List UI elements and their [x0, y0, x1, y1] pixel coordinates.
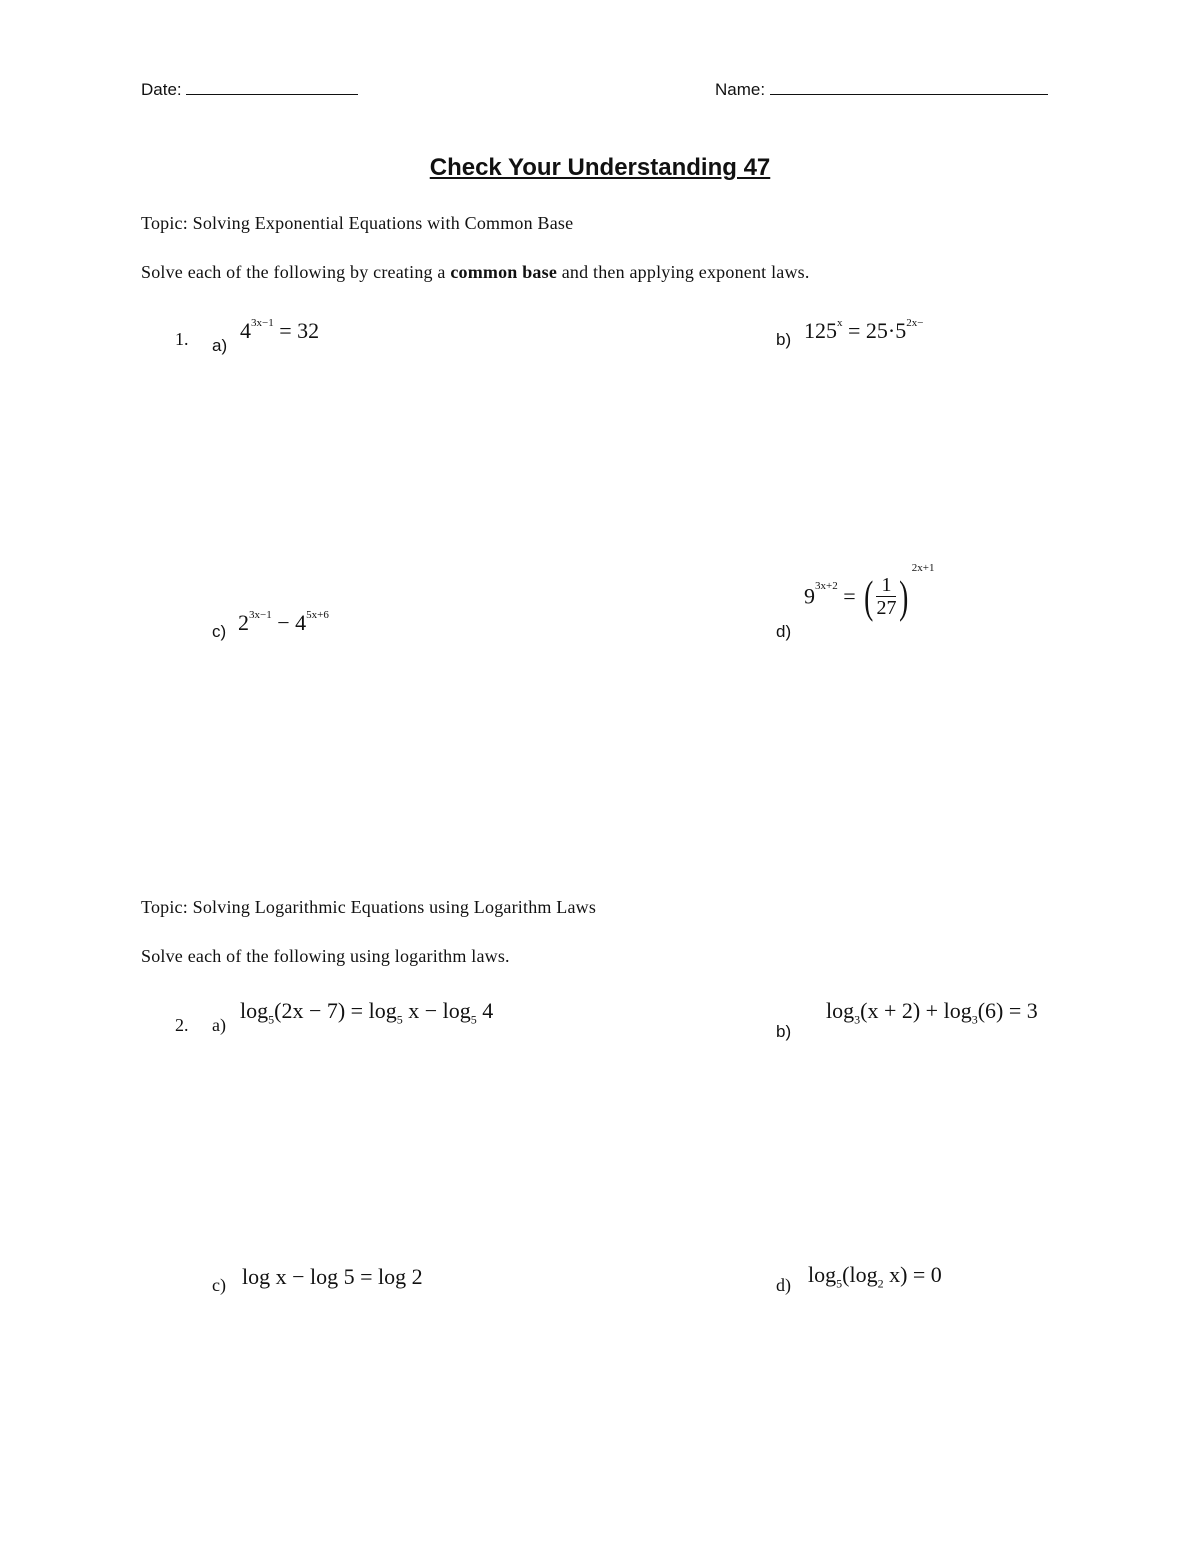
q2d-sub2: 2 — [877, 1276, 884, 1291]
instruction-pre: Solve each of the following by creating a — [141, 262, 451, 282]
page-title: Check Your Understanding 47 — [429, 154, 771, 181]
q2a-sub3: 5 — [470, 1012, 477, 1027]
q2d-sub1: 5 — [836, 1276, 843, 1291]
q1b-equation — [804, 318, 923, 344]
section2-topic: Topic: Solving Logarithmic Equations using Logarithm Laws — [141, 897, 597, 917]
q2a-part4: 4 — [476, 998, 494, 1023]
q1b-label: b) — [776, 330, 792, 349]
q1a-label: a) — [212, 336, 228, 355]
name-blank-line[interactable] — [770, 76, 1048, 95]
q2b-sub1: 3 — [854, 1012, 861, 1027]
q1b-rhs-exponent: 2x− — [906, 316, 924, 329]
q2d-part1: log — [808, 1262, 837, 1287]
q1a-base: 4 — [240, 318, 251, 343]
q2a-sub1: 5 — [268, 1012, 275, 1027]
q1d-base: 9 — [804, 583, 815, 609]
q2b-equation — [826, 998, 1038, 1027]
q1c-exponent: 3x−1 — [249, 608, 272, 621]
q1c-label: c) — [212, 622, 227, 641]
q2c-equation: log x − log 5 = log 2 — [242, 1264, 423, 1289]
q2a-label: a) — [212, 1015, 226, 1035]
q1d-denominator: 27 — [876, 597, 897, 619]
q2d-equation — [808, 1262, 942, 1291]
date-field — [141, 76, 358, 100]
q1b-base: 125 — [804, 318, 837, 343]
name-label: Name: — [715, 80, 766, 99]
q1d-equals: = — [837, 583, 856, 609]
q1c-mid-exponent: 5x+6 — [306, 608, 329, 621]
q1a-equation — [240, 318, 319, 344]
q2c-label: c) — [212, 1275, 226, 1295]
q1d-label: d) — [776, 622, 792, 641]
q2b-sub2: 3 — [971, 1012, 978, 1027]
q1d-equation — [804, 562, 935, 623]
date-blank-line[interactable] — [186, 76, 358, 95]
q2b-part2: (x + 2) + log — [860, 998, 972, 1023]
q1b-exponent: x — [837, 316, 843, 329]
instruction-bold: common base — [450, 262, 558, 282]
question-number-1: 1. — [175, 329, 189, 349]
q2d-part3: x) = 0 — [883, 1262, 942, 1287]
instruction-post: and then applying exponent laws. — [557, 262, 810, 282]
q2b-part3: (6) = 3 — [977, 998, 1038, 1023]
section2-instruction: Solve each of the following using logarithm laws. — [141, 946, 510, 966]
q2a-equation — [240, 998, 493, 1027]
q1d-numerator: 1 — [876, 574, 896, 597]
q1d-right-paren: ) — [899, 571, 909, 622]
section1-topic: Topic: Solving Exponential Equations with Common Base — [141, 213, 574, 233]
name-field — [715, 76, 1048, 100]
date-label: Date: — [141, 80, 182, 99]
q1d-left-paren: ( — [864, 571, 874, 622]
q2a-part1: log — [240, 998, 269, 1023]
q1d-fraction — [876, 574, 896, 619]
q1c-mid: − 4 — [271, 610, 307, 635]
question-number-2: 2. — [175, 1015, 189, 1035]
q1a-rhs: = 32 — [273, 318, 320, 343]
q2b-label: b) — [776, 1022, 792, 1041]
q1c-base: 2 — [238, 610, 249, 635]
section1-instruction — [141, 262, 810, 283]
q1d-outer-exponent: 2x+1 — [911, 562, 935, 575]
q2a-sub2: 5 — [396, 1012, 403, 1027]
q2a-part3: x − log — [402, 998, 471, 1023]
q1c-equation — [238, 610, 329, 636]
q1d-exponent: 3x+2 — [815, 580, 838, 593]
q2d-part2: (log — [842, 1262, 878, 1287]
q2a-part2: (2x − 7) = log — [274, 998, 397, 1023]
q2b-part1: log — [826, 998, 855, 1023]
q1b-rhs: = 25·5 — [842, 318, 907, 343]
q2d-label: d) — [776, 1275, 791, 1295]
q1a-exponent: 3x−1 — [251, 316, 274, 329]
